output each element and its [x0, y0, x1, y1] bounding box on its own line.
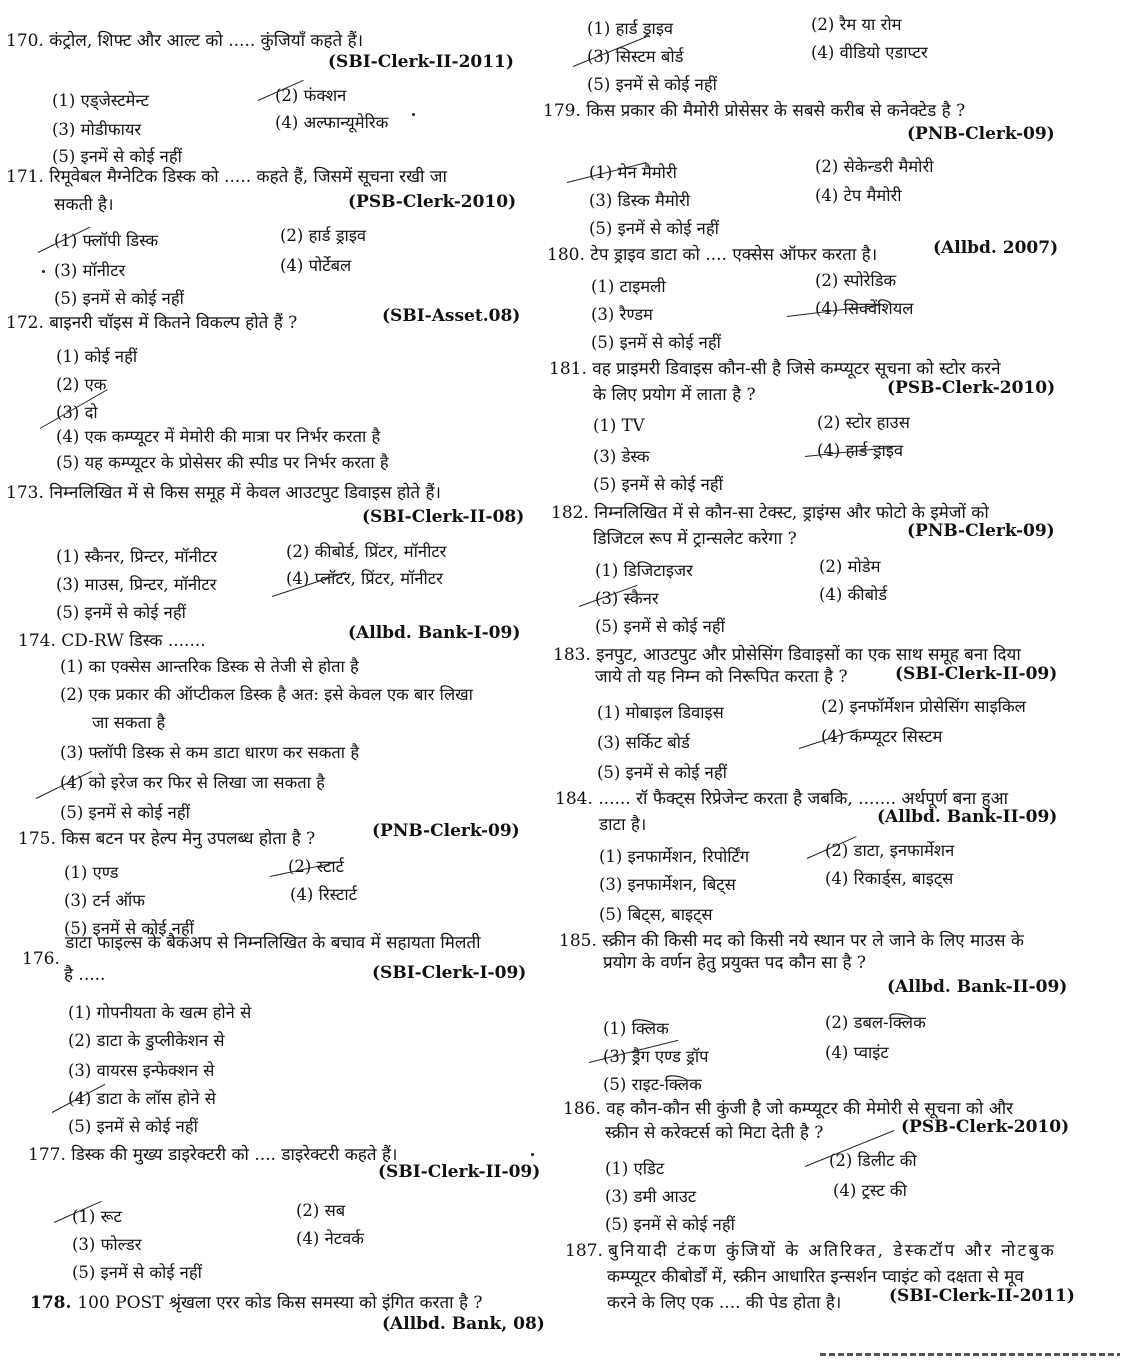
exam-source: (PSB-Clerk-2010) — [901, 1117, 1070, 1137]
option-3: (3) रैण्डम — [591, 305, 653, 324]
option-5: (5) बिट्स, बाइट्स — [599, 905, 713, 924]
question-number: 176. — [22, 949, 60, 969]
question-number: 179. — [543, 101, 581, 121]
question-text: वह कौन-कौन सी कुंजी है जो कम्प्यूटर की मेमोरी से सूचना को और — [606, 1099, 1014, 1119]
left-column — [0, 0, 560, 1360]
option-5: (5) इनमें से कोई नहीं — [54, 289, 184, 308]
option-1: (1) गोपनीयता के खत्म होने से — [68, 1003, 252, 1022]
question-text: डिस्क की मुख्य डाइरेक्टरी को .... डाइरेक्टरी कहते हैं। — [71, 1145, 398, 1165]
option-4: (4) कम्प्यूटर सिस्टम — [821, 727, 943, 746]
question-number: 174. — [18, 631, 56, 651]
option-1: (1) रूट — [72, 1207, 122, 1226]
option-1: (1) एड्जेस्टमेन्ट — [52, 91, 149, 110]
bottom-scan-rule — [820, 1353, 1120, 1356]
exam-source: (SBI-Asset.08) — [382, 306, 521, 326]
option-4: (4) ट्रस्ट की — [833, 1181, 907, 1200]
option-5: (5) इनमें से कोई नहीं — [605, 1215, 735, 1234]
option-2-cont: जा सकता है — [92, 713, 166, 732]
exam-source: (PNB-Clerk-09) — [907, 521, 1055, 541]
exam-source: (SBI-Clerk-I-09) — [372, 963, 527, 983]
option-5: (5) इनमें से कोई नहीं — [68, 1117, 198, 1136]
option-3: (3) डिस्क मैमोरी — [589, 191, 691, 210]
question-text: इनपुट, आउटपुट और प्रोसेसिंग डिवाइसों का एक साथ समूह बना दिया — [596, 645, 1021, 665]
option-1: (1) डिजिटाइजर — [595, 561, 693, 580]
option-5: (5) इनमें से कोई नहीं — [597, 763, 727, 782]
question-text: वह प्राइमरी डिवाइस कौन-सी है जिसे कम्प्यूटर सूचना को स्टोर करने — [592, 359, 1001, 379]
option-4: (4) टेप मैमोरी — [815, 186, 902, 205]
question-text: टेप ड्राइव डाटा को .... एक्सेस ऑफर करता है। — [590, 245, 878, 265]
option-5: (5) इनमें से कोई नहीं — [60, 803, 190, 822]
pen-dot — [412, 113, 415, 116]
exam-source: (Allbd. Bank-I-09) — [348, 623, 521, 643]
option-1: (1) मेन मैमोरी — [589, 163, 677, 182]
option-2: (2) डबल-क्लिक — [825, 1013, 926, 1032]
question-text-cont: है ..... — [64, 965, 106, 985]
option-3: (3) दो — [56, 403, 98, 422]
option-1: (1) इनफार्मेशन, रिपोर्टिंग — [599, 847, 750, 866]
option-3: (3) सर्किट बोर्ड — [597, 733, 690, 752]
exam-source: (SBI-Clerk-II-09) — [378, 1162, 541, 1182]
option-4: (4) नेटवर्क — [296, 1229, 364, 1248]
option-1: (1) टाइमली — [591, 277, 666, 296]
option-3: (3) मॉनीटर — [54, 261, 126, 280]
option-2: (2) स्टोर हाउस — [817, 413, 910, 432]
option-2: (2) फंक्शन — [275, 86, 347, 105]
question-number: 187. — [565, 1241, 603, 1261]
option-5: (5) इनमें से कोई नहीं — [595, 617, 725, 636]
option-2: (2) सब — [296, 1201, 346, 1220]
exam-source: (SBI-Clerk-II-09) — [895, 664, 1058, 684]
option-2: (2) स्टार्ट — [288, 857, 344, 876]
question-number: 185. — [559, 931, 597, 951]
option-4: (4) डाटा के लॉस होने से — [68, 1089, 216, 1108]
option-2: (2) रैम या रोम — [811, 15, 902, 34]
question-text-cont: स्क्रीन से करेक्टर्स को मिटा देती है ? — [605, 1123, 824, 1143]
option-3: (3) डमी आउट — [605, 1187, 697, 1206]
option-3: (3) टर्न ऑफ — [64, 891, 145, 910]
option-1: (1) मोबाइल डिवाइस — [597, 703, 724, 722]
option-2: (2) एक — [56, 375, 107, 394]
option-1: (1) कोई नहीं — [56, 347, 138, 366]
option-5: (5) यह कम्प्यूटर के प्रोसेसर की स्पीड पर निर्भर करता है — [56, 453, 389, 472]
question-text: कंट्रोल, शिफ्ट और आल्ट को ..... कुंजियाँ कहते हैं। — [49, 31, 364, 51]
option-4: (4) एक कम्प्यूटर में मेमोरी की मात्रा पर निर्भर करता है — [56, 427, 381, 446]
exam-source: (PSB-Clerk-2010) — [887, 378, 1056, 398]
question-text: ...... रॉ फैक्ट्स रिप्रेजेन्ट करता है जबकि, ....... अर्थपूर्ण बना हुआ — [598, 789, 1008, 809]
option-3: (3) स्कैनर — [595, 589, 659, 608]
question-text: रिमूवेबल मैग्नेटिक डिस्क को ..... कहते हैं, जिसमें सूचना रखी जा — [49, 167, 447, 187]
pen-dot — [42, 270, 45, 273]
option-2: (2) डिलीट की — [829, 1151, 917, 1170]
question-text: निम्नलिखित में से किस समूह में केवल आउटपुट डिवाइस होते हैं। — [49, 483, 441, 503]
question-number: 180. — [547, 245, 585, 265]
question-text-cont: डिजिटल रूप में ट्रान्सलेट करेगा ? — [593, 529, 797, 549]
option-5: (5) इनमें से कोई नहीं — [587, 75, 717, 94]
question-text: बुनियादी टंकण कुंजियों के अतिरिक्त, डेस्कटॉप और नोटबुक — [608, 1241, 1057, 1261]
option-1: (1) एडिट — [605, 1159, 665, 1178]
question-number: 184. — [555, 789, 593, 809]
exam-source: (SBI-Clerk-II-08) — [362, 507, 525, 527]
question-text-cont: जाये तो यह निम्न को निरूपित करता है ? — [595, 667, 848, 687]
exam-source: (PNB-Clerk-09) — [372, 821, 520, 841]
question-number: 172. — [6, 313, 44, 333]
exam-source: (Allbd. Bank-II-09) — [887, 977, 1068, 997]
question-text: निम्नलिखित में से कौन-सा टेक्स्ट, ड्राइंग्स और फोटो के इमेजों को — [594, 503, 989, 523]
option-3: (3) फ्लॉपी डिस्क से कम डाटा धारण कर सकता है — [60, 743, 360, 762]
exam-source: (Allbd. Bank, 08) — [382, 1314, 545, 1334]
option-4: (4) पोर्टेबल — [280, 256, 352, 275]
option-5: (5) इनमें से कोई नहीं — [64, 919, 194, 938]
option-4: (4) रिस्टार्ट — [290, 885, 357, 904]
exam-source: (Allbd. Bank-II-09) — [877, 807, 1058, 827]
option-4: (4) सिक्वेंशियल — [815, 299, 914, 318]
option-1: (1) स्कैनर, प्रिन्टर, मॉनीटर — [56, 547, 218, 566]
exam-source: (PNB-Clerk-09) — [907, 124, 1055, 144]
option-3: (3) वायरस इन्फेक्शन से — [68, 1061, 215, 1080]
option-3: (3) ड्रैग एण्ड ड्रॉप — [603, 1047, 709, 1066]
option-2: (2) एक प्रकार की ऑप्टीकल डिस्क है अत: इसे केवल एक बार लिखा — [60, 685, 473, 704]
option-4: (4) अल्फान्यूमेरिक — [275, 113, 389, 132]
pen-dot — [531, 1153, 534, 1156]
question-number: 173. — [6, 483, 44, 503]
option-4: (4) प्वाइंट — [825, 1043, 889, 1062]
question-text-cont: के लिए प्रयोग में लाता है ? — [593, 385, 756, 405]
option-2: (2) डाटा, इनफार्मेशन — [825, 841, 955, 860]
option-2: (2) हार्ड ड्राइव — [280, 226, 367, 245]
option-4: (4) वीडियो एडाप्टर — [811, 43, 928, 62]
exam-source: (SBI-Clerk-II-2011) — [328, 52, 514, 72]
question-text: किस प्रकार की मैमोरी प्रोसेसर के सबसे करीब से कनेक्टेड है ? — [586, 101, 966, 121]
question-number: 181. — [549, 359, 587, 379]
option-4: (4) रिकार्ड्स, बाइट्स — [825, 869, 954, 888]
question-number: 183. — [553, 645, 591, 665]
option-5: (5) राइट-क्लिक — [603, 1075, 702, 1094]
question-text-cont: डाटा है। — [599, 815, 647, 835]
option-2: (2) सेकेन्डरी मैमोरी — [815, 157, 934, 176]
option-1: (1) एण्ड — [64, 863, 119, 882]
question-number: 175. — [18, 829, 56, 849]
option-1: (1) क्लिक — [603, 1019, 669, 1038]
question-text-cont: सकती है। — [54, 195, 114, 215]
option-1: (1) फ्लॉपी डिस्क — [54, 231, 159, 250]
question-text-cont: कम्प्यूटर कीबोर्डों में, स्क्रीन आधारित इन्सर्शन प्वाइंट को दक्षता से मूव — [607, 1267, 1024, 1287]
question-text: CD-RW डिस्क ....... — [61, 631, 206, 651]
question-text: स्क्रीन की किसी मद को किसी नये स्थान पर ले जाने के लिए माउस के — [602, 931, 1024, 951]
option-1: (1) का एक्सेस आन्तरिक डिस्क से तेजी से होता है — [60, 657, 359, 676]
question-text: बाइनरी चॉइस में कितने विकल्प होते हैं ? — [49, 313, 298, 333]
option-3: (3) सिस्टम बोर्ड — [587, 47, 684, 66]
exam-source: (PSB-Clerk-2010) — [348, 192, 517, 212]
question-text: किस बटन पर हेल्प मेनु उपलब्ध होता है ? — [61, 829, 316, 849]
option-2: (2) डाटा के डुप्लीकेशन से — [68, 1031, 225, 1050]
option-3: (3) माउस, प्रिन्टर, मॉनीटर — [56, 575, 217, 594]
question-number: 182. — [551, 503, 589, 523]
question-number: 177. — [28, 1145, 66, 1165]
right-column — [543, 0, 1136, 1360]
option-3: (3) फोल्डर — [72, 1235, 142, 1254]
question-text-cont: प्रयोग के वर्णन हेतु प्रयुक्त पद कौन सा है ? — [603, 953, 867, 973]
option-2: (2) मोडेम — [819, 557, 881, 576]
exam-source: (SBI-Clerk-II-2011) — [889, 1286, 1075, 1306]
option-5: (5) इनमें से कोई नहीं — [591, 333, 721, 352]
question-number: 170. — [6, 31, 44, 51]
option-4: (4) हार्ड ड्राइव — [817, 441, 904, 460]
option-5: (5) इनमें से कोई नहीं — [56, 603, 186, 622]
option-1: (1) TV — [593, 416, 645, 435]
option-2: (2) कीबोर्ड, प्रिंटर, मॉनीटर — [286, 542, 447, 561]
question-number: 178. — [30, 1293, 72, 1313]
option-5: (5) इनमें से कोई नहीं — [52, 147, 182, 166]
question-number: 171. — [6, 167, 44, 187]
option-5: (5) इनमें से कोई नहीं — [72, 1263, 202, 1282]
option-3: (3) इनफार्मेशन, बिट्स — [599, 875, 736, 894]
option-4: (4) को इरेज कर फिर से लिखा जा सकता है — [60, 773, 325, 792]
option-5: (5) इनमें से कोई नहीं — [593, 475, 723, 494]
option-4: (4) प्लॉटर, प्रिंटर, मॉनीटर — [286, 569, 443, 588]
option-3: (3) डेस्क — [593, 447, 650, 466]
question-number: 186. — [563, 1099, 601, 1119]
question-text-cont-2: करने के लिए एक .... की पेड होता है। — [607, 1293, 842, 1313]
question-text: 100 POST श्रृंखला एरर कोड किस समस्या को इंगित करता है ? — [77, 1293, 483, 1313]
option-4: (4) कीबोर्ड — [819, 585, 888, 604]
option-2: (2) स्पोरेडिक — [815, 271, 897, 290]
exam-source: (Allbd. 2007) — [933, 238, 1059, 258]
option-3: (3) मोडीफायर — [52, 120, 142, 139]
option-2: (2) इनफॉर्मेशन प्रोसेसिंग साइकिल — [821, 697, 1026, 716]
question-text: डाटा फाइल्स के बैकअप से निम्नलिखित के बचाव में सहायता मिलती — [65, 933, 481, 953]
option-5: (5) इनमें से कोई नहीं — [589, 219, 719, 238]
option-1: (1) हार्ड ड्राइव — [587, 19, 674, 38]
